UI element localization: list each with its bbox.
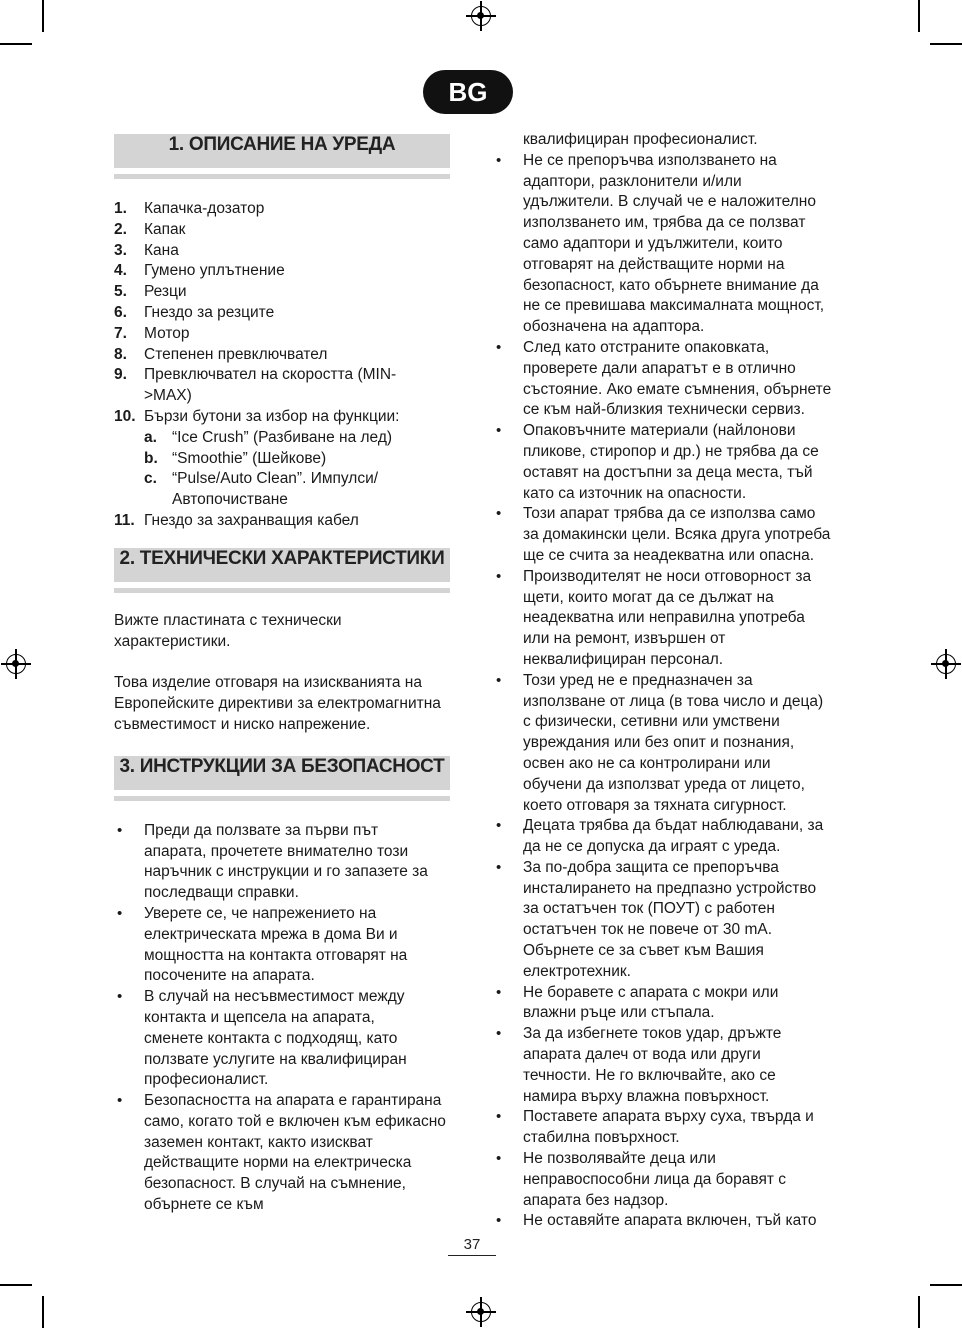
list-item: 4. Гумено уплътнение <box>114 262 285 280</box>
left-column <box>114 134 450 1216</box>
list-item: • Производителят не носи отговорност за щети, които могат да се дължат на неадекватна или неправилна употреба или на ремонт, извършен от неквалифициран персонал. <box>494 567 832 671</box>
section-title-technical: 2. ТЕХНИЧЕСКИ ХАРАКТЕРИСТИКИ <box>114 548 450 582</box>
technical-paragraph: Вижте пластината с технически характеристики. <box>114 611 342 650</box>
crop-mark <box>0 43 32 45</box>
crop-mark <box>918 0 920 32</box>
safety-list-right <box>494 151 832 1232</box>
section-divider <box>114 796 450 801</box>
list-item: • Този апарат трябва да се използва само за домакински цели. Всяка друга употреба ще се счита за неадекватна или опасна. <box>494 504 832 566</box>
language-badge: BG <box>423 70 513 114</box>
list-item: 9. Превключвател на скоростта (MIN->MAX) <box>114 366 397 405</box>
list-item: 2. Капак <box>114 220 186 238</box>
page-number: 37 <box>448 1236 496 1256</box>
list-item: c. “Pulse/Auto Clean”. Импулси/ Автопочистване <box>144 470 379 509</box>
list-item: • Не позволявайте деца или неправоспособни лица да боравят с апарата без надзор. <box>494 1149 832 1211</box>
parts-list <box>114 199 450 532</box>
list-item: 11. Гнездо за захранващия кабел <box>114 511 359 529</box>
crop-mark <box>930 1284 962 1286</box>
list-item: a. “Ice Crush” (Разбиване на лед) <box>144 428 393 446</box>
list-item: • След като отстраните опаковката, проверете дали апаратът е в отлично състояние. Ако емате съмнения, обърнете се към най-близкия технически сервиз. <box>494 338 832 421</box>
safety-list-left <box>114 821 450 1216</box>
list-item: • Не боравете с апарата с мокри или влажни ръце или стъпала. <box>494 983 832 1025</box>
list-item: 1. Капачка-дозатор <box>114 200 265 217</box>
section-title-safety: 3. ИНСТРУКЦИИ ЗА БЕЗОПАСНОСТ <box>114 756 450 790</box>
crop-mark <box>42 0 44 32</box>
list-item: • За по-добра защита се препоръчва инсталирането на предпазно устройство за остатъчен ток (ПОУТ) с работен остатъчен ток не повече от 30 mA. Обърнете се за съвет към Вашия електротехник. <box>494 858 832 983</box>
list-item: • Преди да ползвате за първи път апарата, прочетете внимателно този наръчник с инструкции и го запазете за последващи справки. <box>114 821 444 904</box>
list-item: 5. Резци <box>114 283 187 301</box>
list-item: • В случай на несъвместимост между контакта и щепсела на апарата, сменете контакта с подходящ, като ползвате услугите на квалифициран професионалист. <box>114 987 424 1091</box>
right-column <box>494 130 832 1232</box>
list-item: • Уверете се, че напрежението на електрическата мрежа в дома Ви и мощността на контакта отговарят на посочените на апарата. <box>114 904 434 987</box>
section-title-description: 1. ОПИСАНИЕ НА УРЕДА <box>114 134 450 168</box>
registration-mark-icon <box>6 654 26 674</box>
section-divider <box>114 588 450 593</box>
list-item: • Поставете апарата върху суха, твърда и стабилна повърхност. <box>494 1107 832 1149</box>
list-item: 10. Бързи бутони за избор на функции: a. “Ice Crush” (Разбиване на лед) b. “Smoothie” (Шейкове) c. “Pulse/Auto Clean”. Импулси/ Автопочистване <box>114 407 450 511</box>
list-item: 6. Гнездо за резците <box>114 303 275 321</box>
crop-mark <box>918 1296 920 1328</box>
list-item: • Опаковъчните материали (найлонови пликове, стиропор и др.) не трябва да се оставят на достъпни за деца места, тъй като са източник на опасности. <box>494 421 832 504</box>
list-item: 3. Кана <box>114 241 179 259</box>
crop-mark <box>42 1296 44 1328</box>
list-item: • Децата трябва да бъдат наблюдавани, за да не се допуска да играят с уреда. <box>494 816 832 858</box>
list-item: • Не оставяйте апарата включен, тъй като <box>494 1211 832 1232</box>
list-item: 8. Степенен превключвател <box>114 345 328 363</box>
crop-mark <box>0 1284 32 1286</box>
crop-mark <box>930 43 962 45</box>
list-item: • Този уред не е предназначен за използване от лица (в това число и деца) с физически, сетивни или умствени увреждания или без опит и познания, освен ако не са контролирани или обучени да използват уреда от лицето, което отговаря за тяхната сигурност. <box>494 671 832 817</box>
continued-text: квалифициран професионалист. <box>523 131 758 148</box>
registration-mark-icon <box>471 1302 491 1322</box>
registration-mark-icon <box>936 654 956 674</box>
list-item: b. “Smoothie” (Шейкове) <box>144 449 327 467</box>
list-item: • Безопасността на апарата е гарантирана само, когато той е включен към ефикасно заземен контакт, както изискват действащите норми на електрическа безопасност. В случай на съмнение, обърнете се към <box>114 1091 450 1216</box>
compliance-paragraph: Това изделие отговаря на изискванията на Европейските директиви за електромагнитна съвместимост и ниско напрежение. <box>114 674 441 733</box>
list-item: • За да избегнете токов удар, дръжте апарата далеч от вода или други течности. Не го включвайте, ако се намира върху влажна повърхност. <box>494 1024 832 1107</box>
registration-mark-icon <box>471 6 491 26</box>
section-divider <box>114 174 450 179</box>
function-buttons-list <box>144 428 450 511</box>
list-item: • Не се препоръчва използването на адаптори, разклонители и/или удължители. В случай че е наложително използването им, трябва да се ползват само адаптори и удължители, които отговарят на действащите норми на безопасност, като обърнете внимание да не се превишава максималната мощност, обозначена на адаптора. <box>494 151 832 338</box>
list-item: 7. Мотор <box>114 324 190 342</box>
